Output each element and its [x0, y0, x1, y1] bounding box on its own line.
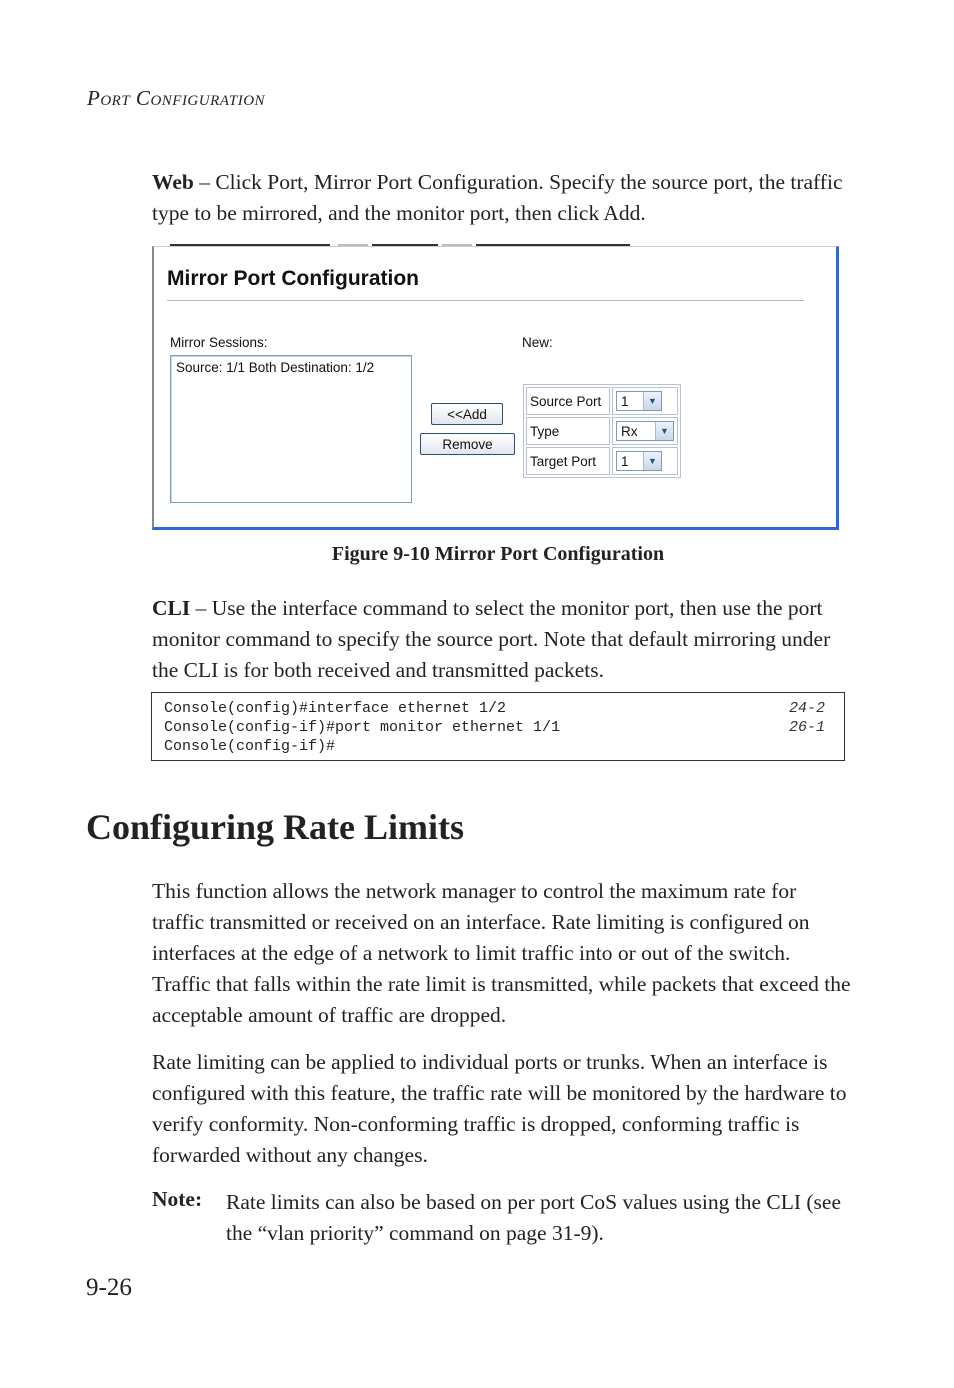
running-header — [87, 86, 265, 111]
type-value: Rx — [621, 423, 638, 439]
panel-title: Mirror Port Configuration — [167, 267, 419, 290]
type-cell — [612, 417, 678, 445]
code-line: Console(config)#interface ethernet 1/2 — [164, 700, 507, 717]
chevron-down-icon: ▼ — [655, 422, 673, 440]
note-text: Rate limits can also be based on per port CoS values using the CLI (see the “vlan priority” command on page 31-9). — [226, 1190, 842, 1245]
code-line: Console(config-if)#port monitor ethernet 1/1 — [164, 719, 561, 736]
add-button[interactable]: <<Add — [431, 403, 503, 425]
page-number: 9-26 — [86, 1274, 132, 1301]
remove-button[interactable]: Remove — [420, 433, 515, 455]
form-row-target-port — [526, 447, 678, 475]
target-port-cell — [612, 447, 678, 475]
cli-lead: CLI — [152, 596, 191, 620]
header-word-2: ONFIGURATION — [150, 93, 266, 109]
web-instructions — [152, 167, 852, 229]
target-port-select[interactable] — [616, 451, 662, 471]
header-word-1: ORT — [100, 93, 131, 109]
rate-limit-paragraph-2: Rate limiting can be applied to individual ports or trunks. When an interface is configured with this feature, the traffic rate will be monitored by the hardware to verify conformity. Non-conforming traffic is dropped, conforming traffic is forwarded without any changes. — [152, 1050, 847, 1167]
session-item[interactable]: Source: 1/1 Both Destination: 1/2 — [176, 360, 375, 375]
sessions-listbox[interactable] — [170, 355, 412, 503]
header-initial-2: C — [135, 86, 151, 110]
target-port-value: 1 — [621, 453, 629, 469]
code-page-ref: 24-2 — [788, 700, 825, 717]
rate-limit-paragraph-1: This function allows the network manager to control the maximum rate for traffic transmitted or received on an interface. Rate limiting is configured on interfaces at the edge of a network to limit traffic into or out of the switch. Traffic that falls within the rate limit is transmitted, while packets that exceed the acceptable amount of traffic are dropped. — [152, 879, 851, 1027]
section-heading: Configuring Rate Limits — [86, 807, 464, 847]
web-text: – Click Port, Mirror Port Configuration. Specify the source port, the traffic type to be mirrored, and the monitor port, then click Add. — [152, 170, 843, 225]
source-port-cell — [612, 387, 678, 415]
note-label: Note: — [152, 1187, 203, 1211]
sessions-label: Mirror Sessions: — [170, 335, 268, 350]
config-panel — [152, 246, 839, 530]
code-line: Console(config-if)# — [164, 738, 336, 755]
form-row-type — [526, 417, 678, 445]
code-page-ref: 26-1 — [788, 719, 825, 736]
source-port-value: 1 — [621, 393, 629, 409]
cli-text: – Use the interface command to select the monitor port, then use the port monitor command to specify the source port. Note that default mirroring under the CLI is for both received and transmitted packets. — [152, 596, 831, 682]
target-port-label: Target Port — [526, 447, 610, 475]
chevron-down-icon: ▼ — [643, 452, 661, 470]
figure-caption: Figure 9-10 Mirror Port Configuration — [331, 543, 665, 565]
chevron-down-icon: ▼ — [643, 392, 661, 410]
title-divider — [167, 300, 804, 301]
form-row-source-port — [526, 387, 678, 415]
cli-instructions — [152, 593, 852, 686]
source-port-label: Source Port — [526, 387, 610, 415]
new-label: New: — [522, 335, 553, 350]
new-session-form — [523, 384, 681, 478]
cli-code-block — [151, 692, 845, 761]
mirror-port-screenshot — [152, 244, 838, 530]
type-select[interactable] — [616, 421, 674, 441]
header-initial-1: P — [87, 86, 101, 110]
type-label: Type — [526, 417, 610, 445]
source-port-select[interactable] — [616, 391, 662, 411]
web-lead: Web — [152, 170, 194, 194]
